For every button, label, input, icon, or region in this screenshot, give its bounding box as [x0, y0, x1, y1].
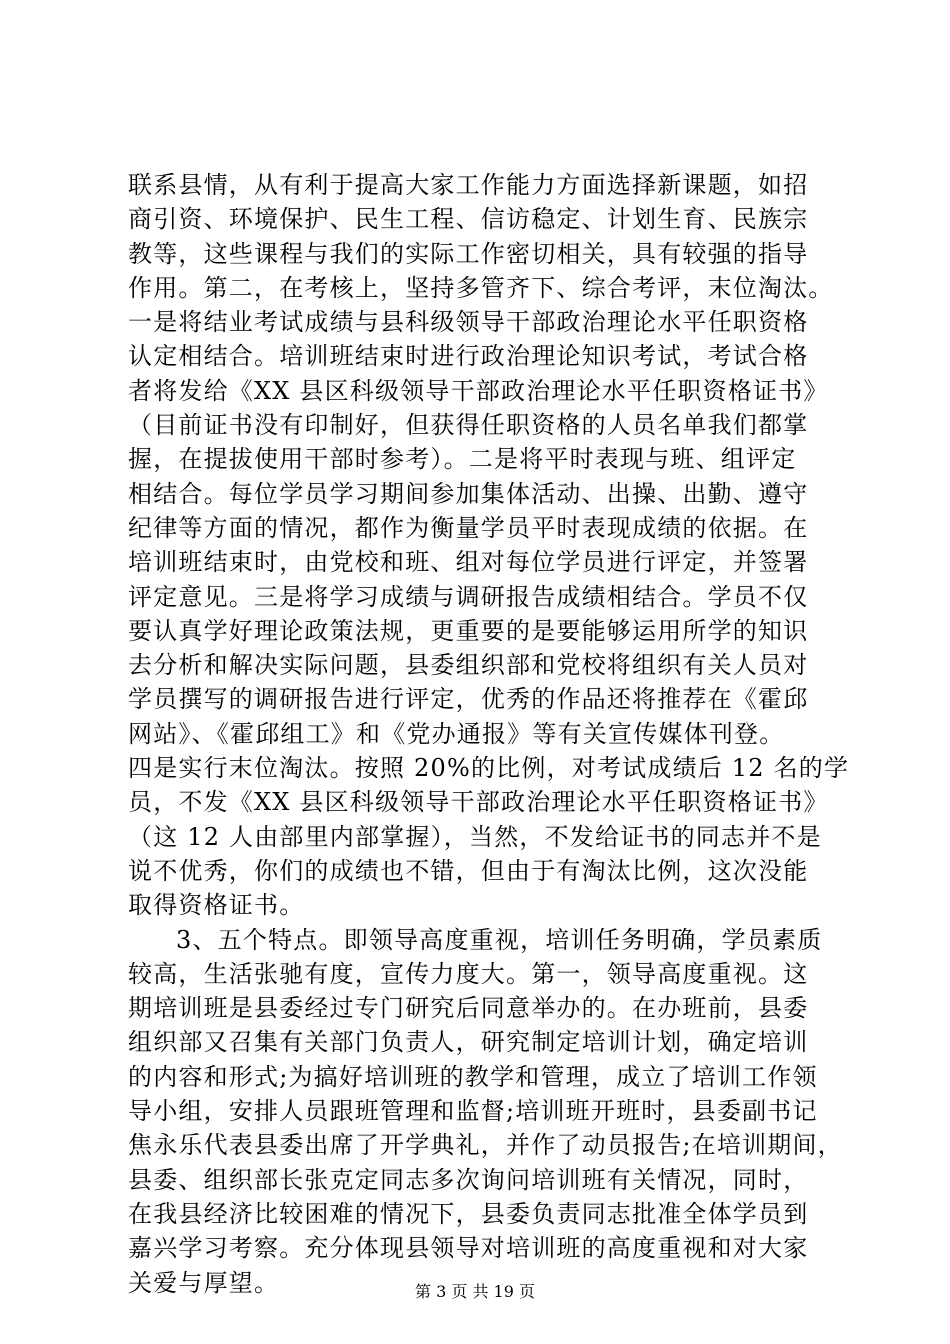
text-line: 较高，生活张驰有度，宣传力度大。第一，领导高度重视。这: [128, 959, 809, 988]
text-line: （目前证书没有印制好，但获得任职资格的人员名单我们都掌: [128, 411, 809, 440]
text-line: 一是将结业考试成绩与县科级领导干部政治理论水平任职资格: [128, 308, 809, 337]
page-number-label: 第 3 页 共 19 页: [415, 1282, 535, 1301]
text-line: 关爱与厚望。: [128, 1268, 280, 1297]
text-line: 县委、组织部长张克定同志多次询问培训班有关情况，同时，: [128, 1165, 809, 1194]
text-line: 握，在提拔使用干部时参考）。二是将平时表现与班、组评定: [128, 445, 797, 474]
text-line: 纪律等方面的情况，都作为衡量学员平时表现成绩的依据。在: [128, 513, 809, 542]
text-line: 3、五个特点。即领导高度重视，培训任务明确，学员素质: [176, 925, 823, 954]
text-line: 在我县经济比较困难的情况下，县委负责同志批准全体学员到: [128, 1199, 809, 1228]
text-line: 网站》、《霍邱组工》和《党办通报》等有关宣传媒体刊登。: [128, 719, 785, 748]
text-line: 组织部又召集有关部门负责人，研究制定培训计划，确定培训: [128, 1028, 809, 1057]
text-line: 相结合。每位学员学习期间参加集体活动、出操、出勤、遵守: [128, 479, 809, 508]
text-line: 期培训班是县委经过专门研究后同意举办的。在办班前，县委: [128, 994, 809, 1023]
text-line: 者将发给《XX 县区科级领导干部政治理论水平任职资格证书》: [128, 376, 829, 405]
text-line: 员，不发《XX 县区科级领导干部政治理论水平任职资格证书》: [128, 788, 829, 817]
text-line: 教等，这些课程与我们的实际工作密切相关，具有较强的指导: [128, 239, 809, 268]
text-line: 导小组，安排人员跟班管理和监督;培训班开班时，县委副书记: [128, 1097, 818, 1126]
text-line: 认定相结合。培训班结束时进行政治理论知识考试，考试合格: [128, 342, 809, 371]
text-line: 联系县情，从有利于提高大家工作能力方面选择新课题，如招: [128, 171, 809, 199]
text-line: 去分析和解决实际问题，县委组织部和党校将组织有关人员对: [128, 651, 809, 680]
text-line: 学员撰写的调研报告进行评定，优秀的作品还将推荐在《霍邱: [128, 685, 809, 714]
text-line: 四是实行末位淘汰。按照 20%的比例，对考试成绩后 12 名的学: [128, 754, 850, 783]
text-line: 培训班结束时，由党校和班、组对每位学员进行评定，并签署: [128, 548, 809, 577]
text-line: 的内容和形式;为搞好培训班的教学和管理，成立了培训工作领: [128, 1062, 818, 1091]
text-line: 焦永乐代表县委出席了开学典礼，并作了动员报告;在培训期间，: [128, 1131, 843, 1160]
text-line: 取得资格证书。: [128, 891, 305, 920]
page-footer: [0, 1281, 950, 1303]
text-line: 说不优秀，你们的成绩也不错，但由于有淘汰比例，这次没能: [128, 856, 809, 885]
text-line: （这 12 人由部里内部掌握），当然，不发给证书的同志并不是: [128, 822, 822, 851]
body-text: [128, 168, 868, 1300]
text-line: 评定意见。三是将学习成绩与调研报告成绩相结合。学员不仅: [128, 582, 809, 611]
text-line: 要认真学好理论政策法规，更重要的是要能够运用所学的知识: [128, 616, 809, 645]
text-line: 嘉兴学习考察。充分体现县领导对培训班的高度重视和对大家: [128, 1234, 809, 1263]
text-line: 商引资、环境保护、民生工程、信访稳定、计划生育、民族宗: [128, 205, 809, 234]
text-line: 作用。第二，在考核上，坚持多管齐下、综合考评，末位淘汰。: [128, 273, 834, 302]
